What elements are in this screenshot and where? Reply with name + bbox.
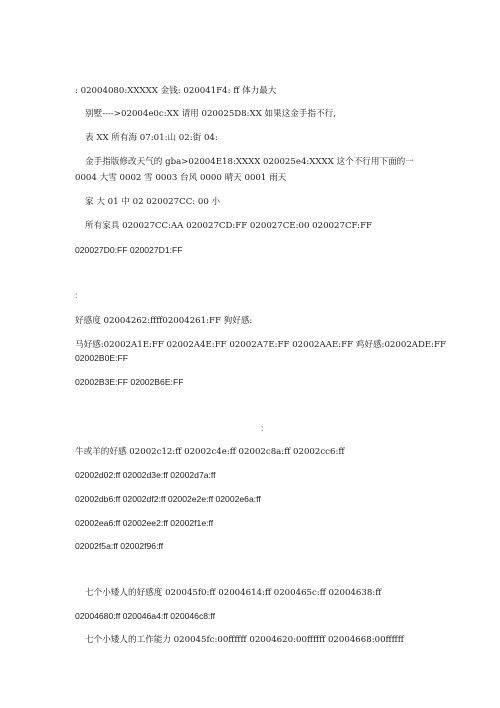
text-line-18: 七个小矮人的好感度 020045f0:ff 02004614:ff 0200465c:ff 02004638:ff (85, 588, 382, 598)
text-line-17: 02002f5a:ff 02002f96:ff (75, 541, 164, 551)
text-line-12: 02002B3E:FF 02002B6E:FF (75, 377, 184, 387)
text-line-3: 表 XX 所有海 07:01:山 02:街 04: (85, 133, 218, 143)
text-line-7: 所有家具 020027CC:AA 020027CD:FF 020027CE:00 020027CF:FF (85, 221, 373, 231)
text-line-6: 家 大 01 中 02 020027CC: 00 小 (85, 197, 221, 207)
text-line-5: 0004 大雪 0002 雪 0003 台风 0000 晴天 0001 雨天 (75, 173, 287, 183)
text-line-4: 金手指版修改天气的 gba>02004E18:XXXX 020025e4:XXXX 这个不行用下面的一 (85, 157, 414, 167)
text-line-14: 02002d02:ff 02002d3e:ff 02002d7a:ff (75, 470, 216, 480)
text-line-8: 020027D0:FF 020027D1:FF (75, 245, 183, 255)
section-marker-1: : (75, 290, 78, 300)
text-line-20: 七个小矮人的工作能力 020045fc:00ffffff 02004620:00ffffff 02004668:00ffffff (85, 635, 404, 645)
text-line-15: 02002db6:ff 02002df2:ff 02002e2e:ff 02002e6a:ff (75, 494, 261, 504)
section-marker-2: : (261, 423, 264, 433)
text-line-11: 02002B0E:FF (75, 353, 129, 363)
text-line-1: : 02004080:XXXXX 金钱: 020041F4: ff 体力最大 (75, 86, 277, 96)
text-line-2: 别墅---->02004e0c:XX 请用 020025D8:XX 如果这金手指不行, (85, 109, 336, 119)
text-line-13: 牛或羊的好感 02002c12:ff 02002c4e:ff 02002c8a:ff 02002cc6:ff (75, 447, 345, 457)
text-line-10: 马好感:02002A1E:FF 02002A4E:FF 02002A7E:FF 02002AAE:FF 鸡好感:02002ADE:FF (75, 340, 446, 350)
text-line-16: 02002ea6:ff 02002ee2:ff 02002f1e:ff (75, 518, 214, 528)
text-line-19: 02004680:ff 020046a4:ff 020046c8:ff (75, 611, 216, 621)
text-line-9: 好感度 02004262:ffff02004261:FF 狗好感: (75, 316, 253, 326)
